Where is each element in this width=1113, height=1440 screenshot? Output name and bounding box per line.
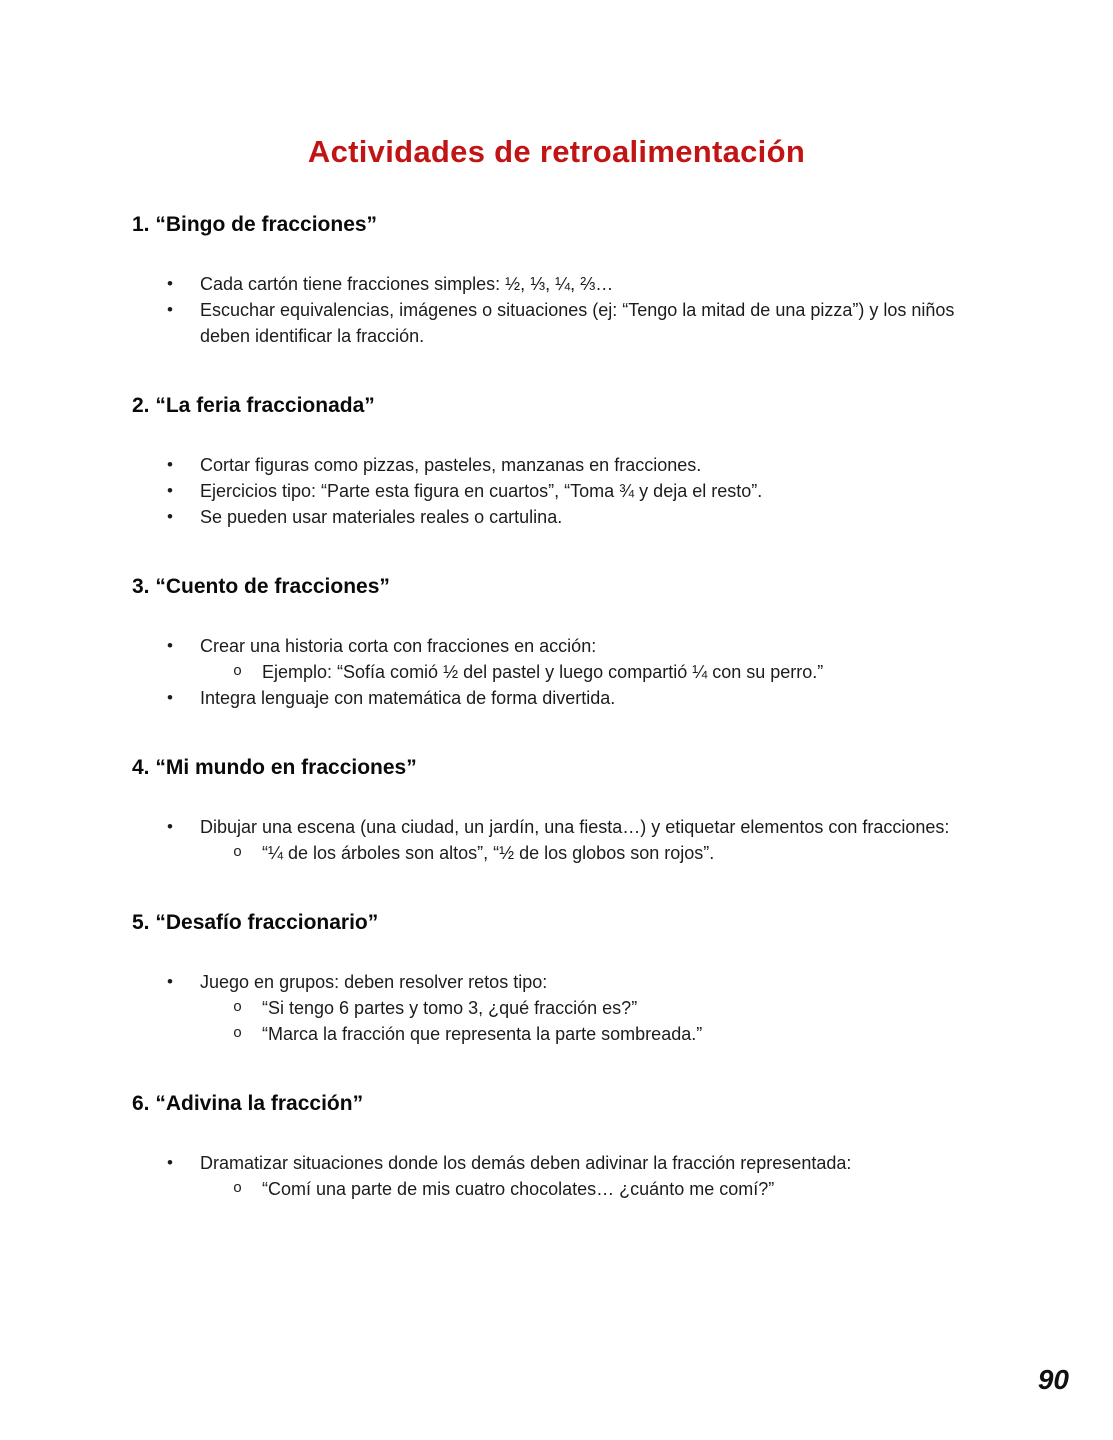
bullet-marker: •	[167, 688, 173, 707]
section-mi-mundo-en-fracciones	[132, 756, 1000, 866]
bullet-marker: •	[167, 455, 173, 474]
bullet-marker: •	[167, 274, 173, 293]
circle-marker: o	[233, 844, 243, 861]
bullet-marker: •	[167, 817, 173, 836]
item-text: “¼ de los árboles son altos”, “½ de los globos son rojos”.	[262, 843, 715, 863]
item-text: Dramatizar situaciones donde los demás deben adivinar la fracción representada:	[200, 1153, 852, 1173]
bullet-marker: •	[167, 972, 173, 991]
bullet-item	[132, 504, 1000, 530]
item-text: Ejercicios tipo: “Parte esta figura en cuartos”, “Toma ¾ y deja el resto”.	[200, 481, 763, 501]
item-text: Cortar figuras como pizzas, pasteles, manzanas en fracciones.	[200, 455, 702, 475]
section-desafio-fraccionario	[132, 911, 1000, 1047]
section-heading: 4. “Mi mundo en fracciones”	[132, 756, 417, 779]
item-text: Escuchar equivalencias, imágenes o situaciones (ej: “Tengo la mitad de una pizza”) y los niños	[200, 300, 955, 320]
sub-bullet-item	[132, 659, 1000, 685]
section-heading: 2. “La feria fraccionada”	[132, 394, 375, 417]
item-text: Cada cartón tiene fracciones simples: ½, ⅓, ¼, ⅔…	[200, 274, 614, 294]
circle-marker: o	[233, 1180, 243, 1197]
circle-marker: o	[233, 663, 243, 680]
bullet-marker: •	[167, 636, 173, 655]
section-heading: 5. “Desafío fraccionario”	[132, 911, 379, 934]
section-heading: 3. “Cuento de fracciones”	[132, 575, 390, 598]
bullet-item	[132, 271, 1000, 297]
item-text: Crear una historia corta con fracciones en acción:	[200, 636, 597, 656]
section-heading: 6. “Adivina la fracción”	[132, 1092, 364, 1115]
section-cuento-de-fracciones	[132, 575, 1000, 711]
bullet-item	[132, 452, 1000, 478]
section-heading: 1. “Bingo de fracciones”	[132, 213, 378, 236]
item-text: Ejemplo: “Sofía comió ½ del pastel y luego compartió ¼ con su perro.”	[262, 662, 824, 682]
bullet-item	[132, 969, 1000, 995]
item-text: Integra lenguaje con matemática de forma divertida.	[200, 688, 616, 708]
page-title: Actividades de retroalimentación	[307, 134, 806, 169]
bullet-item	[132, 685, 1000, 711]
bullet-marker: •	[167, 300, 173, 319]
item-text-continuation: deben identificar la fracción.	[200, 326, 425, 346]
bullet-item	[132, 1150, 1000, 1176]
section-bingo-de-fracciones	[132, 213, 1000, 349]
sub-bullet-item	[132, 840, 1000, 866]
section-adivina-la-fraccion	[132, 1092, 1000, 1202]
bullet-item	[132, 478, 1000, 504]
sub-bullet-item	[132, 1021, 1000, 1047]
page-number: 90	[1037, 1364, 1069, 1395]
item-text: “Si tengo 6 partes y tomo 3, ¿qué fracción es?”	[262, 998, 638, 1018]
bullet-item	[132, 633, 1000, 659]
item-text: “Comí una parte de mis cuatro chocolates… ¿cuánto me comí?”	[262, 1179, 775, 1199]
circle-marker: o	[233, 1025, 243, 1042]
bullet-marker: •	[167, 1153, 173, 1172]
item-text: Dibujar una escena (una ciudad, un jardín, una fiesta…) y etiquetar elementos con fracciones:	[200, 817, 950, 837]
bullet-marker: •	[167, 481, 173, 500]
sub-bullet-item	[132, 1176, 1000, 1202]
circle-marker: o	[233, 999, 243, 1016]
bullet-item	[132, 297, 1000, 349]
section-la-feria-fraccionada	[132, 394, 1000, 530]
item-text: Juego en grupos: deben resolver retos tipo:	[200, 972, 548, 992]
sub-bullet-item	[132, 995, 1000, 1021]
bullet-item	[132, 814, 1000, 840]
bullet-marker: •	[167, 507, 173, 526]
item-text: “Marca la fracción que representa la parte sombreada.”	[262, 1024, 703, 1044]
item-text: Se pueden usar materiales reales o cartulina.	[200, 507, 563, 527]
document-body	[0, 170, 1113, 1202]
